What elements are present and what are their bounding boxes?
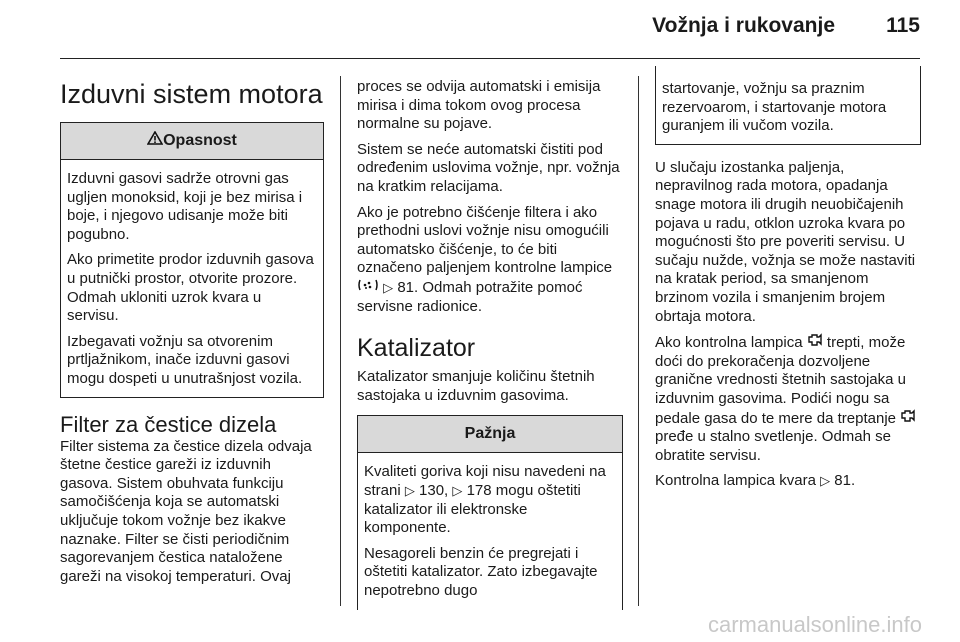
notice-paragraph-1: Kvaliteti goriva koji nisu navedeni na strani ▷ 130, ▷ 178 mogu oštetiti katalizator ili elektronske komponente. xyxy=(364,463,606,537)
danger-box-title: Opasnost xyxy=(163,132,237,150)
section-title-exhaust: Izduvni sistem motora xyxy=(60,79,323,109)
column-3 xyxy=(655,66,921,498)
paragraph-conditions: Sistem se neće automatski čistiti pod određenim uslovima vožnje, npr. vožnja na kratkim relacijama. xyxy=(357,140,620,195)
notice-box xyxy=(357,415,623,610)
diesel-filter-text: Filter sistema za čestice dizela odvaja štetne čestice gareži iz izduvnih gasova. Sistem obuhvata funkciju samočišćenja koja se automatski uključuje tokom vožnje bez ikakve naznake. Filter se čisti periodičnim sagorevanjem čestica nataložene gareži na visokoj temperaturi. Ovaj xyxy=(60,437,312,585)
paragraph-filter-lamp: Ako je potrebno čišćenje filtera i ako prethodni uslovi vožnje nisu omogućili automatsko čišćenje, to će biti označeno paljenjem kontrolne lampice ▷ 81. Odmah potražite pomoć servisne radionice. xyxy=(357,203,613,315)
engine-lamp-icon xyxy=(900,409,916,429)
column-2 xyxy=(357,78,623,610)
paragraph-process: proces se odvija automatski i emisija mirisa i dima tokom ovog procesa normalne su pojave. xyxy=(357,78,601,133)
danger-box-header xyxy=(61,123,323,160)
danger-paragraph-1: Izduvni gasovi sadrže otrovni gas ugljen monoksid, koji je bez mirisa i boje, i njegovo udisanje može biti pogubno. xyxy=(67,170,303,243)
danger-box xyxy=(60,122,324,398)
column-divider-2 xyxy=(638,76,639,606)
notice-box-continued xyxy=(655,66,921,145)
header-title: Vožnja i rukovanje xyxy=(652,14,835,37)
catalytic-text: Katalizator smanjuje količinu štetnih sastojaka u izduvnim gasovima. xyxy=(357,368,595,404)
page-ref-link[interactable]: 178 xyxy=(466,481,492,499)
header-rule xyxy=(60,58,920,59)
paragraph-fault-lamp: Kontrolna lampica kvara ▷ 81. xyxy=(655,472,856,490)
section-title-diesel-filter: Filter za čestice dizela xyxy=(60,411,277,437)
notice-box-header: Pažnja xyxy=(358,416,622,453)
engine-lamp-icon xyxy=(807,333,823,353)
page-ref-link[interactable]: 81 xyxy=(397,278,415,296)
page-ref-link[interactable]: 81. xyxy=(834,472,856,490)
watermark: carmanualsonline.info xyxy=(707,612,922,637)
warning-triangle-icon xyxy=(147,123,163,159)
page-ref-link[interactable]: 130, xyxy=(419,481,449,499)
danger-box-body xyxy=(61,160,323,397)
notice-box-body xyxy=(358,453,622,608)
page-ref-arrow-icon: ▷ xyxy=(820,473,831,489)
paragraph-misfire: U slučaju izostanka paljenja, nepravilnog rada motora, opadanja snage motora ili drugih neuobičajenih pojava u radu, otklon uzroka kvara po mogućnosti što pre poveriti servisu. U sučaju nužde, vožnja se može nastaviti na kratak period, sa smanjenom brzinom vozila i smanjenim brojem obrtaja motora. xyxy=(655,158,916,325)
danger-paragraph-2: Ako primetite prodor izduvnih gasova u putnički prostor, otvorite prozore. Odmah ukloniti uzrok kvara u servisu. xyxy=(67,251,314,325)
column-divider-1 xyxy=(340,76,341,606)
paragraph-lamp-flashing: Ako kontrolna lampica trepti, može doći do prekoračenja dozvoljene granične vrednosti štetnih sastojaka u izduvnim gasovima. Podići nogu sa pedale gasa do te mere da treptanje pređe u stalno svetlenje. Odmah se obratite servisu. xyxy=(655,333,921,465)
notice-box-continued-text: startovanje, vožnju sa praznim rezervoarom, i startovanje motora guranjem ili vučom vozila. xyxy=(662,80,887,135)
page-ref-arrow-icon: ▷ xyxy=(404,482,415,498)
page-number: 115 xyxy=(886,14,920,37)
notice-paragraph-2: Nesagoreli benzin će pregrejati i oštetiti katalizator. Zato izbegavajte nepotrebno dugo xyxy=(364,544,598,599)
danger-paragraph-3: Izbegavati vožnju sa otvorenim prtljažnikom, inače izduvni gasovi mogu dospeti u unutrašnjost vozila. xyxy=(67,332,303,387)
column-1 xyxy=(60,78,324,593)
diesel-filter-lamp-icon xyxy=(357,278,379,298)
section-title-catalytic: Katalizator xyxy=(357,334,476,363)
page-ref-arrow-icon: ▷ xyxy=(383,279,394,295)
page-ref-arrow-icon: ▷ xyxy=(452,482,463,498)
